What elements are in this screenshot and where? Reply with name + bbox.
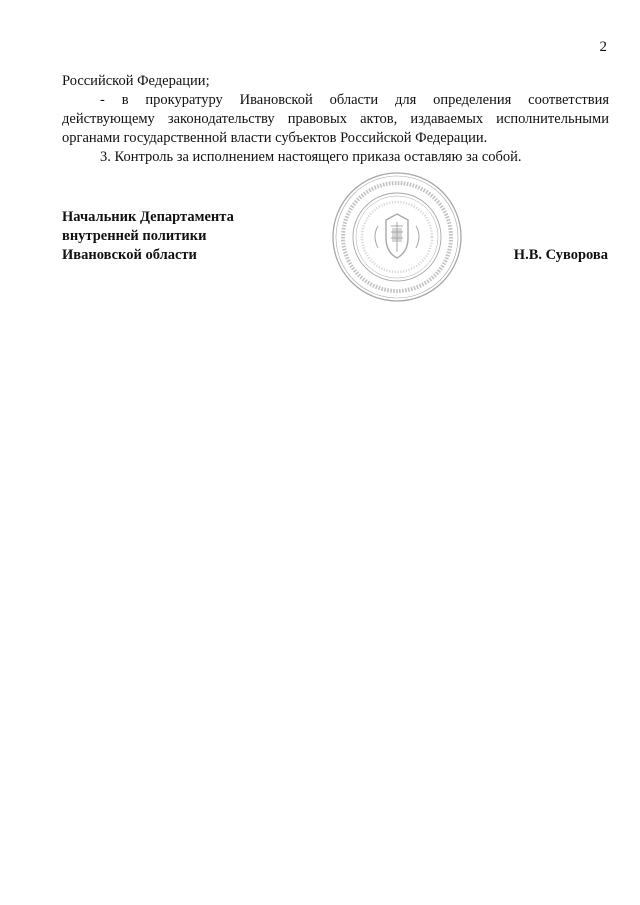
page-number: 2 — [599, 39, 607, 55]
signature-position — [62, 208, 234, 265]
official-seal-icon — [330, 170, 464, 304]
signature-position-line: Ивановской области — [62, 247, 197, 263]
paragraph-control-clause: 3. Контроль за исполнением настоящего приказа оставляю за собой. — [100, 149, 522, 165]
signature-position-line: внутренней политики — [62, 228, 207, 244]
paragraph-continuation: Российской Федерации; — [62, 73, 210, 89]
signer-name: Н.В. Суворова — [513, 247, 608, 263]
signature-position-line: Начальник Департамента — [62, 209, 234, 225]
paragraph-prosecutor-office: - в прокуратуру Ивановской области для определения соответствия действующему законодательству правовых актов, издаваемых исполнительными органами государственной власти субъектов Российской Федерации. — [62, 92, 609, 146]
document-body — [62, 72, 609, 167]
